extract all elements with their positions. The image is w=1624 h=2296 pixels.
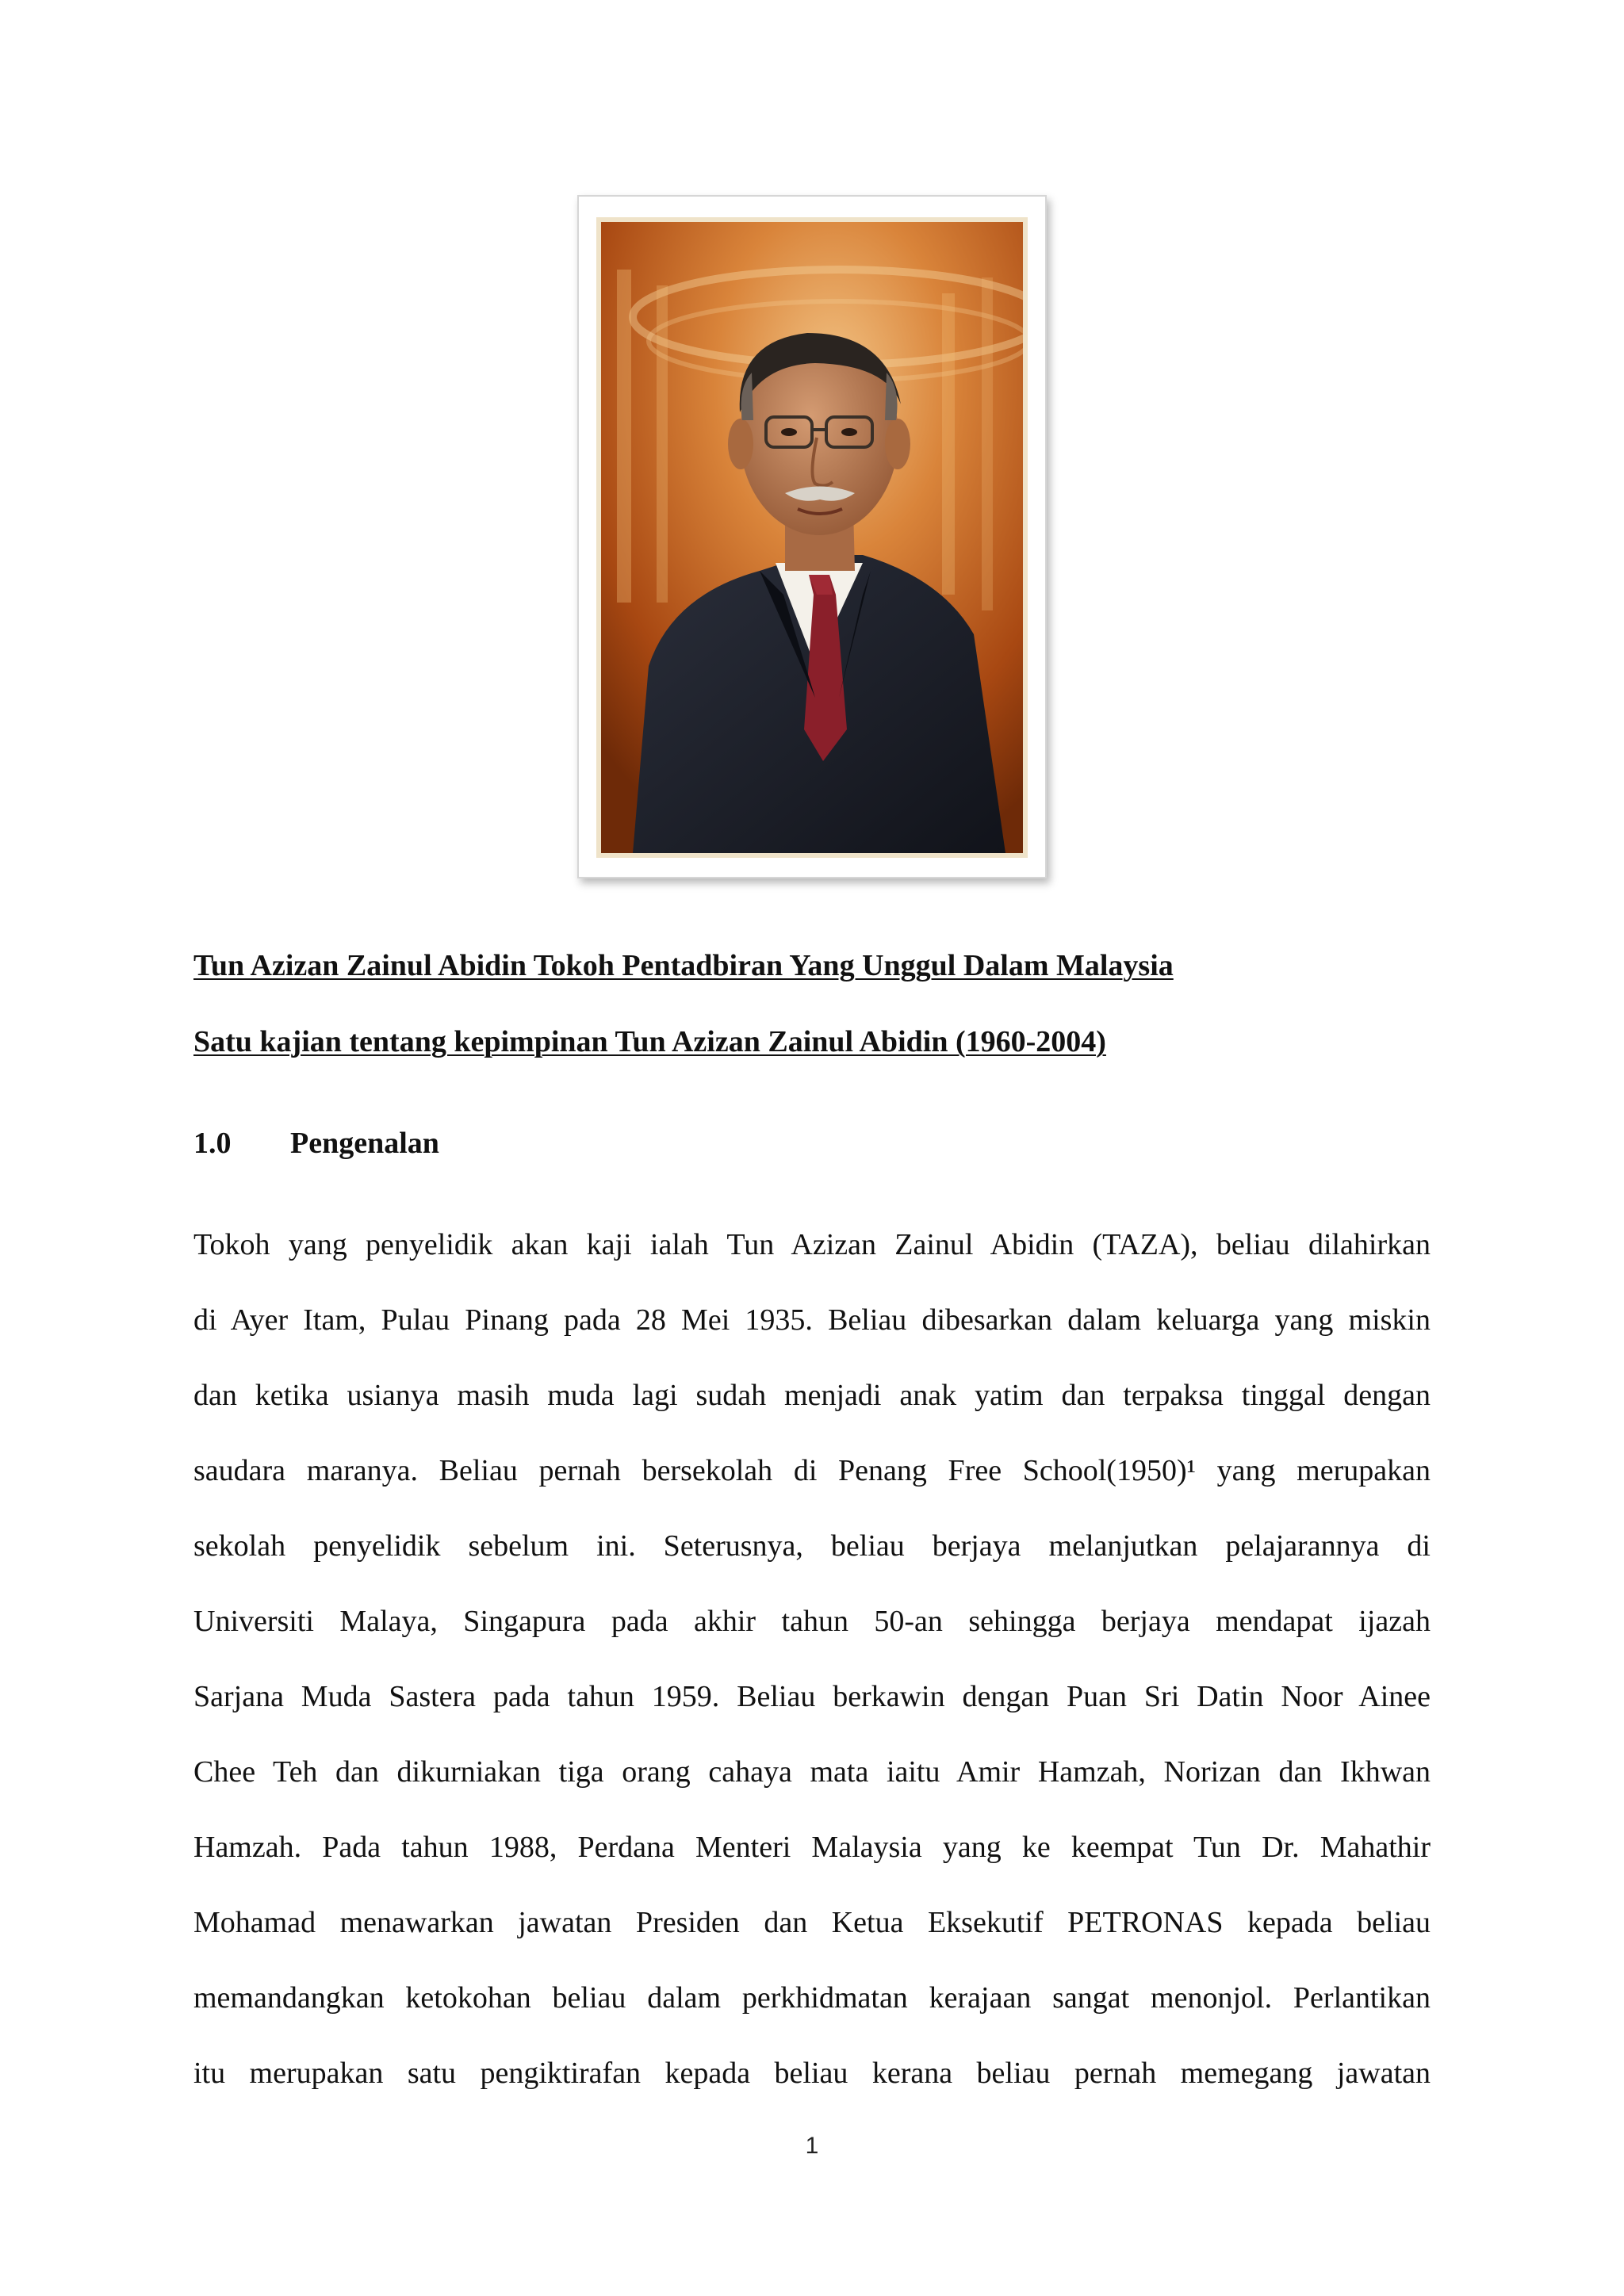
document-subtitle: Satu kajian tentang kepimpinan Tun Azizan Zainul Abidin (1960-2004) [193, 1025, 1106, 1058]
page-number: 1 [805, 2133, 819, 2159]
body-line: Mohamad menawarkan jawatan Presiden dan Ketua Eksekutif PETRONAS kepada beliau [193, 1906, 1431, 1939]
body-line: dan ketika usianya masih muda lagi sudah menjadi anak yatim dan terpaksa tinggal dengan [193, 1379, 1431, 1412]
body-paragraph [193, 1221, 1431, 2125]
body-line: Chee Teh dan dikurniakan tiga orang cahaya mata iaitu Amir Hamzah, Norizan dan Ikhwan [193, 1755, 1431, 1789]
body-line: memandangkan ketokohan beliau dalam perkhidmatan kerajaan sangat menonjol. Perlantikan [193, 1981, 1431, 2015]
body-line: sekolah penyelidik sebelum ini. Seterusnya, beliau berjaya melanjutkan pelajarannya di [193, 1529, 1431, 1563]
body-line: Sarjana Muda Sastera pada tahun 1959. Beliau berkawin dengan Puan Sri Datin Noor Ainee [193, 1680, 1431, 1713]
body-line: Hamzah. Pada tahun 1988, Perdana Menteri Malaysia yang ke keempat Tun Dr. Mahathir [193, 1831, 1431, 1864]
section-title: Pengenalan [290, 1127, 439, 1160]
body-line: saudara maranya. Beliau pernah bersekolah di Penang Free School(1950)¹ yang merupakan [193, 1454, 1431, 1487]
body-line: Tokoh yang penyelidik akan kaji ialah Tun Azizan Zainul Abidin (TAZA), beliau dilahirkan [193, 1228, 1431, 1261]
portrait-photo-frame [577, 195, 1047, 878]
section-heading [193, 1126, 439, 1161]
portrait-illustration [601, 222, 1023, 853]
body-line: di Ayer Itam, Pulau Pinang pada 28 Mei 1935. Beliau dibesarkan dalam keluarga yang miskin [193, 1303, 1431, 1337]
document-title: Tun Azizan Zainul Abidin Tokoh Pentadbiran Yang Unggul Dalam Malaysia [193, 949, 1174, 982]
portrait-photo [596, 217, 1028, 858]
body-line: Universiti Malaya, Singapura pada akhir tahun 50-an sehingga berjaya mendapat ijazah [193, 1605, 1431, 1638]
section-number: 1.0 [193, 1127, 232, 1160]
body-line: itu merupakan satu pengiktirafan kepada beliau kerana beliau pernah memegang jawatan [193, 2057, 1431, 2090]
